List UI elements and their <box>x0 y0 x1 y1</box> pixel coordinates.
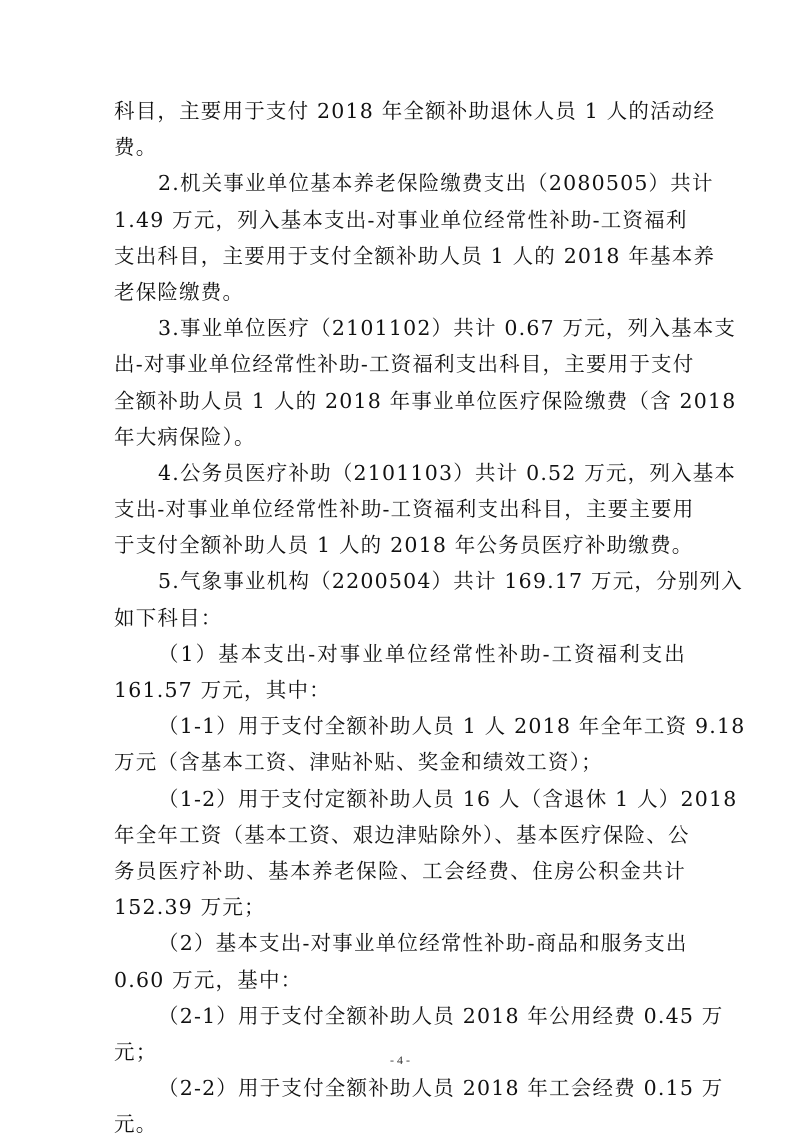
text-line: 0.60 万元，基中： <box>114 967 303 992</box>
paragraph-start-line: 4.公务员医疗补助（2101103）共计 0.52 万元，列入基本 <box>158 460 737 485</box>
text-line: 元； <box>114 1039 158 1064</box>
paragraph-start-line: （2-2）用于支付全额补助人员 2018 年工会经费 0.15 万 <box>158 1076 724 1101</box>
paragraph-start-line: 2.机关事业单位基本养老保险缴费支出（2080505）共计 <box>158 171 714 196</box>
text-line: 全额补助人员 1 人的 2018 年事业单位医疗保险缴费（含 2018 <box>114 388 737 413</box>
paragraph-start-line: （1-2）用于支付定额补助人员 16 人（含退休 1 人）2018 <box>158 786 738 811</box>
text-line: 年全年工资（基本工资、艰边津贴除外）、基本医疗保险、公 <box>114 822 690 847</box>
text-line: 支出科目，主要用于支付全额补助人员 1 人的 2018 年基本养 <box>114 243 716 268</box>
paragraph-start-line: 5.气象事业机构（2200504）共计 169.17 万元，分别列入 <box>158 569 743 594</box>
text-line: 元。 <box>114 1112 158 1137</box>
text-line: 1.49 万元，列入基本支出-对事业单位经常性补助-工资福利 <box>114 207 688 232</box>
paragraph-start-line: （2-1）用于支付全额补助人员 2018 年公用经费 0.45 万 <box>158 1003 724 1028</box>
text-line: 年大病保险）。 <box>114 424 256 449</box>
paragraph-start-line: （1-1）用于支付全额补助人员 1 人 2018 年全年工资 9.18 <box>158 714 746 739</box>
text-line: 务员医疗补助、基本养老保险、工会经费、住房公积金共计 <box>114 858 686 883</box>
text-line: 老保险缴费。 <box>114 279 245 304</box>
page-number: - 4 - <box>390 1053 410 1067</box>
paragraph-start-line: 3.事业单位医疗（2101102）共计 0.67 万元，列入基本支 <box>158 316 737 341</box>
text-line: 出-对事业单位经常性补助-工资福利支出科目，主要用于支付 <box>114 352 695 377</box>
text-line: 如下科目： <box>114 605 223 630</box>
body-text <box>114 93 746 1142</box>
paragraph-start-line: （1）基本支出-对事业单位经常性补助-工资福利支出 <box>158 641 686 666</box>
text-line: 费。 <box>114 135 158 160</box>
text-line: 科目，主要用于支付 2018 年全额补助退休人员 1 人的活动经 <box>114 99 716 123</box>
paragraph-start-line: （2）基本支出-对事业单位经常性补助-商品和服务支出 <box>158 931 688 956</box>
text-line: 152.39 万元； <box>114 895 266 920</box>
text-line: 万元（含基本工资、津贴补贴、奖金和绩效工资）； <box>114 750 603 775</box>
text-line: 支出-对事业单位经常性补助-工资福利支出科目，主要主要用 <box>114 497 695 522</box>
text-line: 于支付全额补助人员 1 人的 2018 年公务员医疗补助缴费。 <box>114 533 694 558</box>
text-line: 161.57 万元，其中： <box>114 678 331 702</box>
